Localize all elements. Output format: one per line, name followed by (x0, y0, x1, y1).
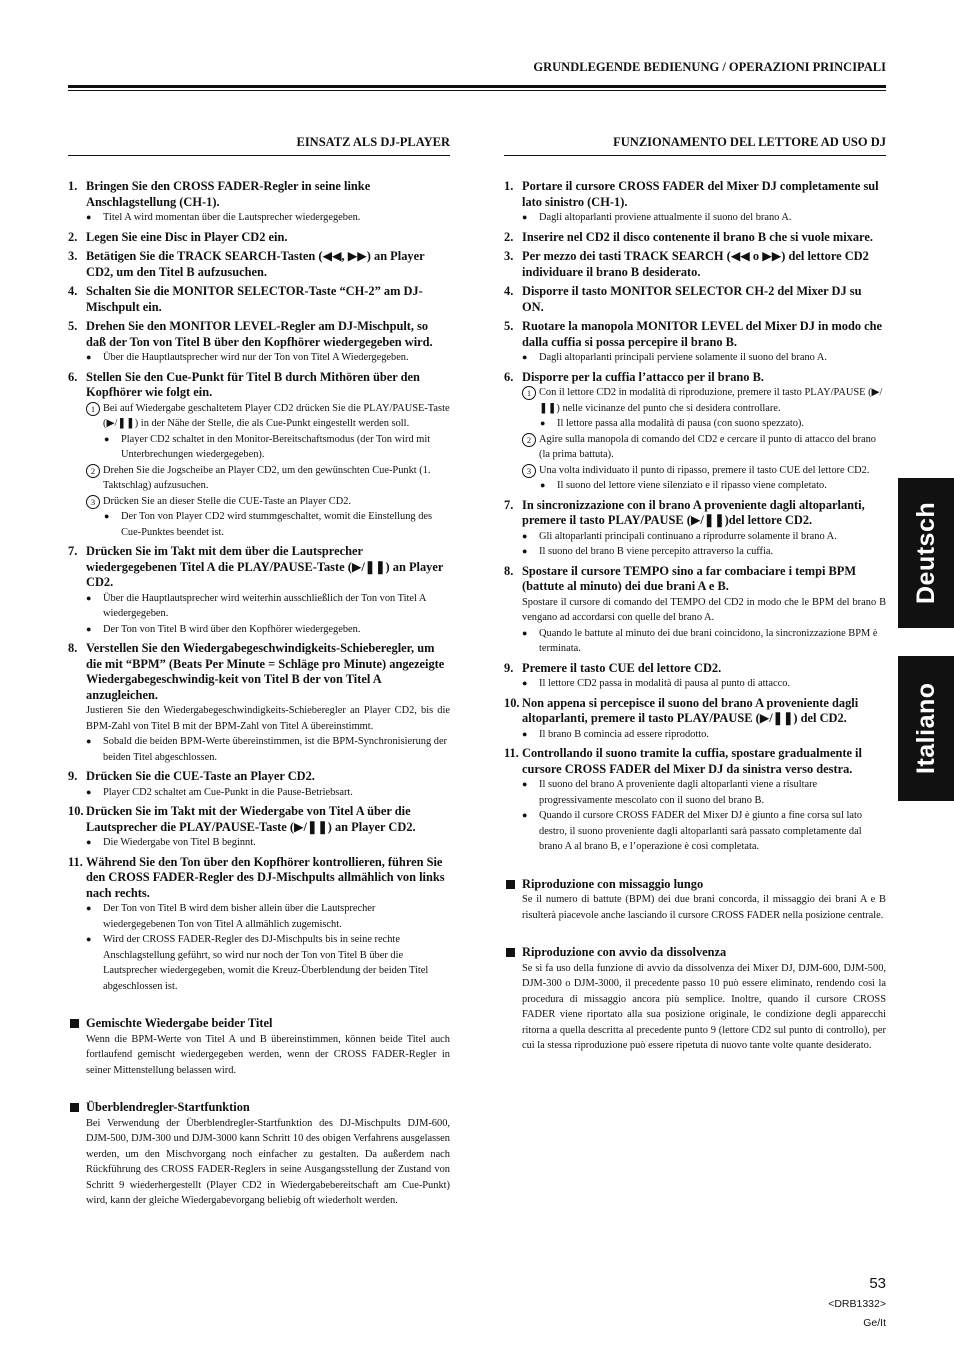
language-tab-italiano: Italiano (898, 656, 954, 801)
step-10: 10. Non appena si percepisce il suono del brano A proveniente dagli altoparlanti, premere il tasto PLAY/PAUSE (▶/❚❚) del CD2. (504, 695, 859, 725)
step-10: 10. Drücken Sie im Takt mit der Wiedergabe von Titel A über die Lautsprecher die PLAY/PAUSE-Taste (▶/❚❚) an Player CD2. (68, 804, 416, 834)
step-1: 1. Bringen Sie den CROSS FADER-Regler in seine linke Anschlagstellung (CH-1). (68, 179, 371, 209)
substep-2: 2 Agire sulla manopola di comando del CD2 e cercare il punto di attacco del brano (la prima battuta). (504, 432, 886, 463)
bullet: ● Über die Hauptlautsprecher wird nur der Ton von Titel A Wiedergegeben. (68, 350, 450, 366)
step-8: 8. Spostare il cursore TEMPO sino a far combaciare i tempi BPM (battute al minuto) dei due brani A e B. (504, 563, 857, 593)
substep-3: 3 Una volta individuato il punto di ripasso, premere il tasto CUE del lettore CD2. (504, 463, 886, 479)
language-tab-deutsch: Deutsch (898, 478, 954, 628)
bullet: ● Il brano B comincia ad essere riprodotto. (504, 727, 886, 743)
bullet: ● Sobald die beiden BPM-Werte übereinstimmen, ist die BPM-Synchronisierung der beiden Titel abgeschlossen. (68, 734, 450, 765)
paragraph: Se si fa uso della funzione di avvio da dissolvenza dei Mixer DJ, DJM-600, DJM-500, DJM-300 o DJM-3000, il precedente passo 10 può essere eliminato, rendendo così la procedura di missaggio ancora più semplice. Inoltre, quando il cursore CROSS FADER viene riportato alla sua posizione originale, le condizione degli apparecchi ritorna a quella descritta al precedente punto 9 (lettore CD2 sul punto di controllo), per cui la stessa riproduzione può essere ripetuta di nuovo tante volte quante desiderato. (522, 962, 886, 1051)
language-code: Ge/It (863, 1317, 886, 1329)
step-2: 2. Legen Sie eine Disc in Player CD2 ein. (68, 229, 288, 244)
step-6: 6. Disporre per la cuffia l’attacco per il brano B. (504, 369, 764, 384)
bullet: ● Der Ton von Player CD2 wird stummgeschaltet, womit die Einstellung des Cue-Punktes beendet ist. (68, 509, 450, 540)
step-3: 3. Betätigen Sie die TRACK SEARCH-Tasten (◀◀, ▶▶) an Player CD2, um den Titel B aufzusuchen. (68, 249, 425, 279)
step-5: 5. Ruotare la manopola MONITOR LEVEL del Mixer DJ in modo che dalla cuffia si possa percepire il brano B. (504, 319, 883, 349)
subsection-heading: Gemischte Wiedergabe beider Titel (68, 1016, 450, 1032)
note: Spostare il cursore di comando del TEMPO del CD2 in modo che le BPM del brano B vengano ad accordarsi con quelle del brano A. (522, 596, 886, 623)
substep-2: 2 Drehen Sie die Jogscheibe an Player CD2, um den gewünschten Cue-Punkt (1. Taktschlag) aufzusuchen. (68, 463, 450, 494)
step-11: 11. Während Sie den Ton über den Kopfhörer kontrollieren, führen Sie den CROSS FADER-Regler des DJ-Mischpults allmählich von links nach rechts. (68, 854, 445, 900)
bullet: ● Gli altoparlanti principali continuano a riprodurre solamente il brano A. (504, 529, 886, 545)
subsection-heading: Riproduzione con avvio da dissolvenza (504, 945, 886, 961)
paragraph: Se il numero di battute (BPM) dei due brani concorda, il missaggio dei brani A e B risulterà piacevole anche lasciando il cursore CROSS FADER nella posizione centrale. (522, 894, 886, 921)
bullet: ● Il suono del lettore viene silenziato e il ripasso viene completato. (504, 478, 886, 494)
step-2: 2. Inserire nel CD2 il disco contenente il brano B che si vuole mixare. (504, 229, 873, 244)
bullet: ● Il lettore passa alla modalità di pausa (con suono spezzato). (504, 416, 886, 432)
section-title: EINSATZ ALS DJ-PLAYER (68, 135, 450, 156)
bullet: ● Titel A wird momentan über die Lautsprecher wiedergegeben. (68, 210, 450, 226)
note: Justieren Sie den Wiedergabegeschwindigkeits-Schieberegler an Player CD2, bis die BPM-Zahl von Titel B mit der BPM-Zahl von Titel A übereinstimmt. (86, 705, 450, 732)
bullet: ● Dagli altoparlanti principali perviene solamente il suono del brano A. (504, 350, 886, 366)
bullet: ● Il lettore CD2 passa in modalità di pausa al punto di attacco. (504, 676, 886, 692)
step-6: 6. Stellen Sie den Cue-Punkt für Titel B durch Mithören über den Kopfhörer wie folgt ein. (68, 369, 420, 399)
paragraph: Wenn die BPM-Werte von Titel A und B übereinstimmen, können beide Titel auch fortlaufend gemischt wiedergegeben werden, wenn der CROSS FADER-Regler in seiner Mittenstellung belassen wird. (86, 1033, 450, 1076)
subsection-heading: Riproduzione con missaggio lungo (504, 877, 886, 893)
bullet: ● Il suono del brano B viene percepito attraverso la cuffia. (504, 544, 886, 560)
column-italian (504, 135, 886, 1054)
header-rule (68, 85, 886, 88)
header-rule-thin (68, 90, 886, 91)
step-4: 4. Schalten Sie die MONITOR SELECTOR-Taste “CH-2” am DJ-Mischpult ein. (68, 284, 423, 314)
substep-3: 3 Drücken Sie an dieser Stelle die CUE-Taste an Player CD2. (68, 494, 450, 510)
bullet: ● Wird der CROSS FADER-Regler des DJ-Mischpults bis in seine rechte Anschlagstellung geführt, so wird nur noch der Ton von Titel B über die Lautsprecher wiedergegeben, womit die Kreuz-Überblendung der beiden Titel abgeschlossen ist. (68, 932, 450, 994)
bullet: ● Der Ton von Titel B wird dem bisher allein über die Lautsprecher wiedergegebenen Ton von Titel A allmählich zugemischt. (68, 901, 450, 932)
substep-1: 1 Bei auf Wiedergabe geschaltetem Player CD2 drücken Sie die PLAY/PAUSE-Taste (▶/❚❚) in der Nähe der Stelle, die als Cue-Punkt eingestellt werden soll. (68, 401, 450, 432)
step-7: 7. In sincronizzazione con il brano A proveniente dagli altoparlanti, premere il tasto PLAY/PAUSE (▶/❚❚)del lettore CD2. (504, 497, 865, 527)
step-9: 9. Premere il tasto CUE del lettore CD2. (504, 660, 722, 675)
bullet: ● Quando le battute al minuto dei due brani coincidono, la sincronizzazione BPM è terminata. (504, 626, 886, 657)
bullet: ● Il suono del brano A proveniente dagli altoparlanti viene a risultare progressivamente mescolato con il suono del brano B. (504, 777, 886, 808)
bullet: ● Player CD2 schaltet in den Monitor-Bereitschaftsmodus (der Ton wird mit Unterbrechungen wiedergegeben). (68, 432, 450, 463)
bullet: ● Der Ton von Titel B wird über den Kopfhörer wiedergegeben. (68, 622, 450, 638)
bullet: ● Player CD2 schaltet am Cue-Punkt in die Pause-Betriebsart. (68, 785, 450, 801)
bullet: ● Quando il cursore CROSS FADER del Mixer DJ è giunto a fine corsa sul lato destro, il suono proveniente dagli altoparlanti sarà passato completamente dal brano A al brano B, e l’operazione è così completata. (504, 808, 886, 855)
substep-1: 1 Con il lettore CD2 in modalità di riproduzione, premere il tasto PLAY/PAUSE (▶/❚❚) nelle vicinanze del punto che si desidera controllare. (504, 385, 886, 416)
step-3: 3. Per mezzo dei tasti TRACK SEARCH (◀◀ o ▶▶) del lettore CD2 individuare il brano B desiderato. (504, 249, 869, 279)
column-german (68, 135, 450, 1209)
bullet: ● Dagli altoparlanti proviene attualmente il suono del brano A. (504, 210, 886, 226)
step-11: 11. Controllando il suono tramite la cuffia, spostare gradualmente il cursore CROSS FADER del Mixer DJ da sinistra verso destra. (504, 746, 862, 776)
bullet: ● Über die Hauptlautsprecher wird weiterhin ausschließlich der Ton von Titel A wiedergegeben. (68, 591, 450, 622)
paragraph: Bei Verwendung der Überblendregler-Startfunktion des DJ-Mischpults DJM-600, DJM-500, DJM-300 und DJM-3000 kann Schritt 10 des obigen Verfahrens ausgelassen werden, um den Mischvorgang noch einfacher zu gestalten. Da außerdem nach Rückführung des CROSS FADER-Reglers in seine Ausgangsstellung der Zustand von Schritt 9 wiederhergestellt (Player CD2 in Wiedergabebereitschaft am Cue-Punkt) wird, kann der gleiche Wiedergabevorgang beliebig oft wiederholt werden. (86, 1117, 450, 1206)
bullet: ● Die Wiedergabe von Titel B beginnt. (68, 835, 450, 851)
page-number: 53 (869, 1275, 886, 1292)
document-code: <DRB1332> (828, 1298, 886, 1310)
step-1: 1. Portare il cursore CROSS FADER del Mixer DJ completamente sul lato sinistro (CH-1). (504, 179, 879, 209)
section-title: FUNZIONAMENTO DEL LETTORE AD USO DJ (504, 135, 886, 156)
step-9: 9. Drücken Sie die CUE-Taste an Player CD2. (68, 769, 315, 783)
step-7: 7. Drücken Sie im Takt mit dem über die Lautsprecher wiedergegebenen Titel A die PLAY/PAUSE-Taste (▶/❚❚) an Player CD2. (68, 544, 444, 589)
step-8: 8. Verstellen Sie den Wiedergabegeschwindigkeits-Schieberegler, um die mit “BPM” (Beats Per Minute = Schläge pro Minute) angezeigte Wiedergabegeschwindig-keit von Titel B der von Titel A anzugleichen. (68, 641, 445, 702)
subsection-heading: Überblendregler-Startfunktion (68, 1100, 450, 1116)
step-4: 4. Disporre il tasto MONITOR SELECTOR CH-2 del Mixer DJ su ON. (504, 284, 862, 314)
step-5: 5. Drehen Sie den MONITOR LEVEL-Regler am DJ-Mischpult, so daß der Ton von Titel B über den Kopfhörer wiedergegeben wird. (68, 319, 433, 349)
page-header: GRUNDLEGENDE BEDIENUNG / OPERAZIONI PRINCIPALI (533, 60, 886, 74)
